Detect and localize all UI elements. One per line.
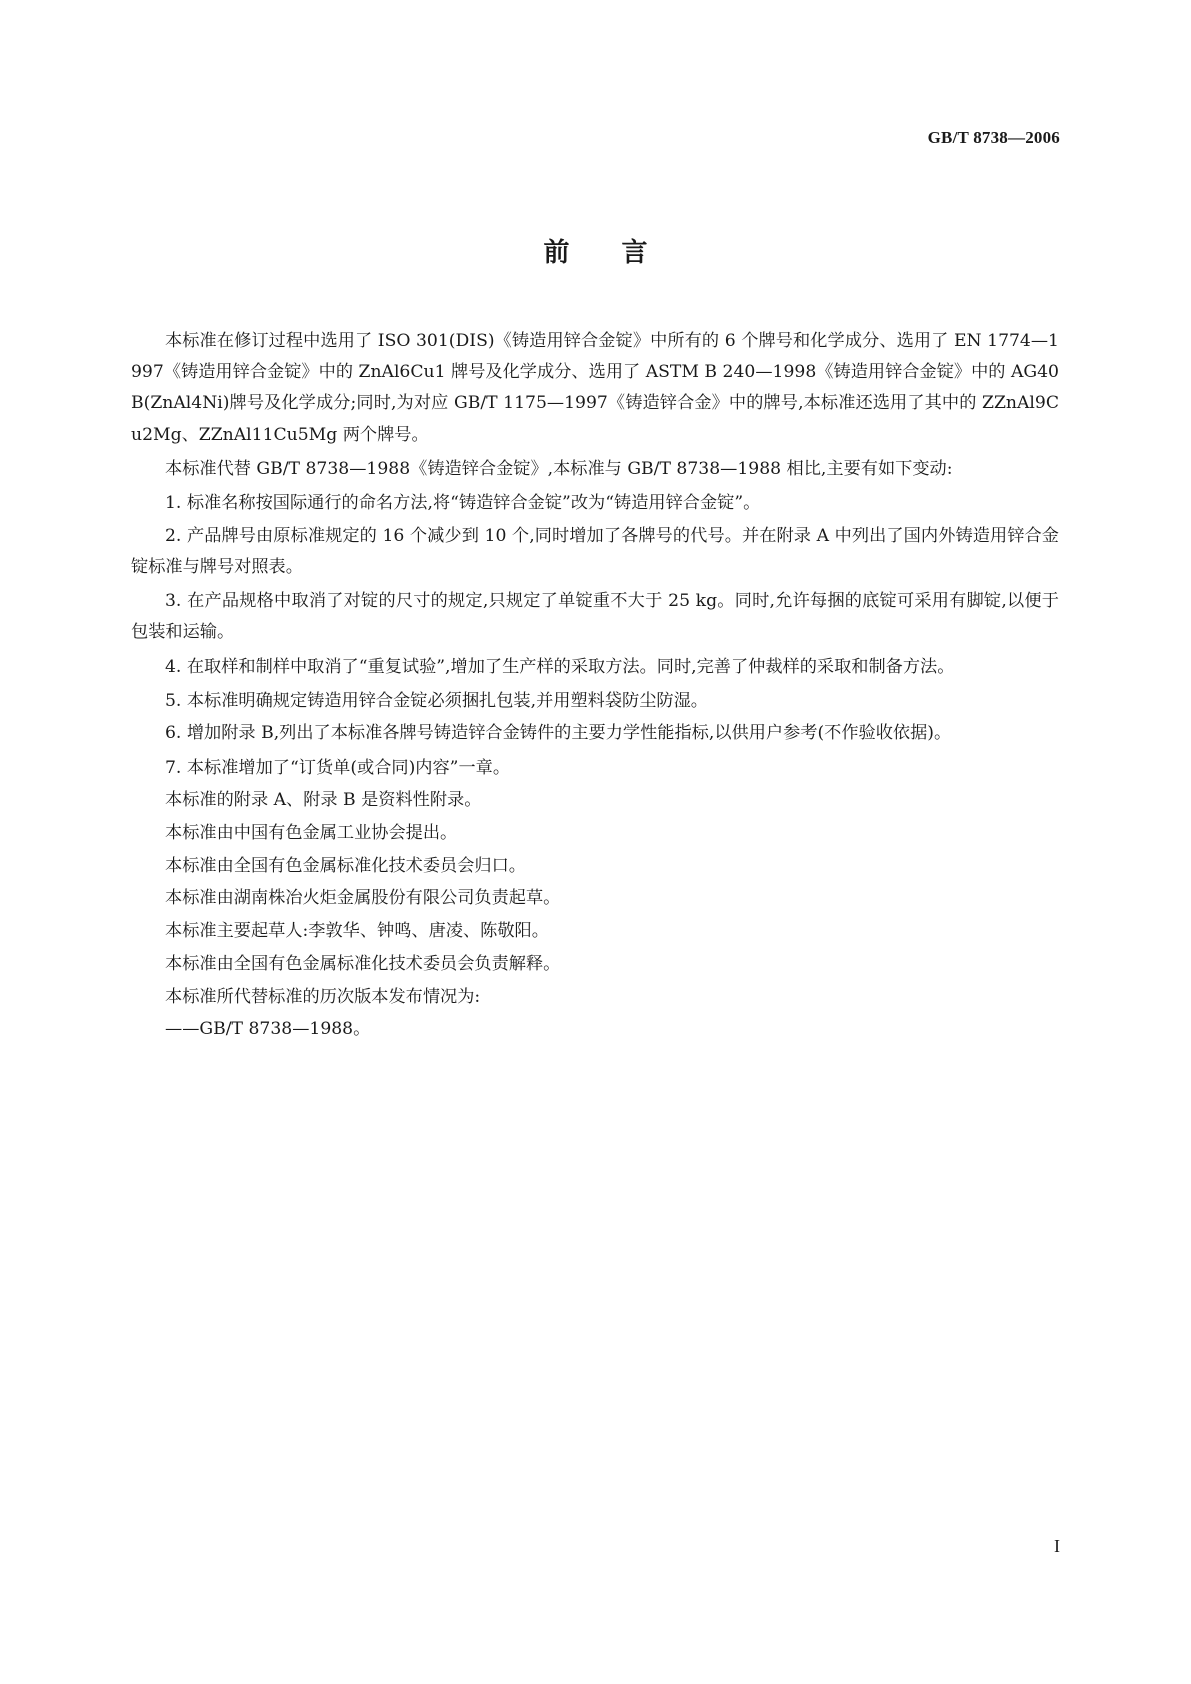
previous-edition: ——GB/T 8738—1988。 <box>165 1019 371 1040</box>
statement-line: 本标准由全国有色金属标准化技术委员会归口。 <box>165 855 526 876</box>
change-item: 2. 产品牌号由原标准规定的 16 个减少到 10 个,同时增加了各牌号的代号。并在附录 A 中列出了国内外铸造用锌合金锭标准与牌号对照表。 <box>131 525 1059 577</box>
change-item: 7. 本标准增加了“订货单(或合同)内容”一章。 <box>165 757 511 778</box>
statement-line: 本标准由中国有色金属工业协会提出。 <box>165 823 458 844</box>
page-title: 前言 <box>543 238 700 268</box>
change-item: 6. 增加附录 B,列出了本标准各牌号铸造锌合金铸件的主要力学性能指标,以供用户参考(不作验收依据)。 <box>165 723 952 744</box>
statement-line: 本标准的附录 A、附录 B 是资料性附录。 <box>165 790 482 811</box>
paragraph-intro: 本标准在修订过程中选用了 ISO 301(DIS)《铸造用锌合金锭》中所有的 6 个牌号和化学成分、选用了 EN 1774—1997《铸造用锌合金锭》中的 ZnAl6Cu1 牌号及化学成分、选用了 ASTM B 240—1998《铸造用锌合金锭》中的 AG40B(ZnAl4Ni)牌号及化学成分;同时,为对应 GB/T 1175—1997《铸造锌合金》中的牌号,本标准还选用了其中的 ZZnAl9Cu2Mg、ZZnAl11Cu5Mg 两个牌号。 <box>131 331 1059 445</box>
paragraph-replaces: 本标准代替 GB/T 8738—1988《铸造锌合金锭》,本标准与 GB/T 8738—1988 相比,主要有如下变动: <box>165 458 953 479</box>
change-item: 5. 本标准明确规定铸造用锌合金锭必须捆扎包装,并用塑料袋防尘防湿。 <box>165 690 708 711</box>
statement-line: 本标准所代替标准的历次版本发布情况为: <box>165 986 481 1007</box>
statement-line: 本标准由全国有色金属标准化技术委员会负责解释。 <box>165 953 561 974</box>
statement-line: 本标准由湖南株冶火炬金属股份有限公司负责起草。 <box>165 888 561 909</box>
standard-number: GB/T 8738—2006 <box>927 128 1060 147</box>
page-number: I <box>1054 1536 1060 1556</box>
change-item: 1. 标准名称按国际通行的命名方法,将“铸造锌合金锭”改为“铸造用锌合金锭”。 <box>165 493 761 514</box>
change-item: 4. 在取样和制样中取消了“重复试验”,增加了生产样的采取方法。同时,完善了仲裁样的采取和制备方法。 <box>165 656 955 677</box>
foreword-body <box>131 326 1059 1047</box>
change-item: 3. 在产品规格中取消了对锭的尺寸的规定,只规定了单锭重不大于 25 kg。同时,允许每捆的底锭可采用有脚锭,以便于包装和运输。 <box>131 591 1059 643</box>
statement-line: 本标准主要起草人:李敦华、钟鸣、唐凌、陈敬阳。 <box>165 921 549 942</box>
